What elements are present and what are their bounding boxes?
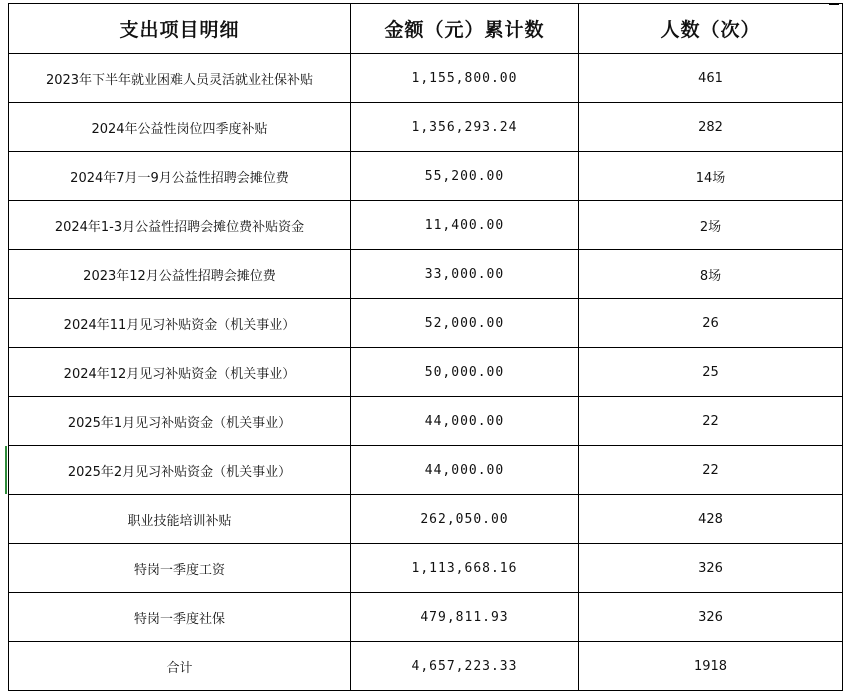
- total-label[interactable]: 合计: [9, 642, 351, 691]
- cell-amount[interactable]: 1,155,800.00: [351, 54, 579, 103]
- cell-count[interactable]: 26: [579, 299, 843, 348]
- header-count[interactable]: 人数（次）: [579, 4, 843, 54]
- expenditure-table: [8, 3, 843, 691]
- table-row: [9, 250, 843, 299]
- cell-item[interactable]: 2025年2月见习补贴资金（机关事业）: [9, 446, 351, 495]
- cell-amount[interactable]: 1,356,293.24: [351, 103, 579, 152]
- cell-item[interactable]: 2023年12月公益性招聘会摊位费: [9, 250, 351, 299]
- header-row: [9, 4, 843, 54]
- total-row: [9, 642, 843, 691]
- table-row: [9, 152, 843, 201]
- cell-count[interactable]: 326: [579, 593, 843, 642]
- cell-count[interactable]: 22: [579, 446, 843, 495]
- cell-item[interactable]: 特岗一季度社保: [9, 593, 351, 642]
- cell-amount[interactable]: 44,000.00: [351, 397, 579, 446]
- cell-item[interactable]: 2024年公益性岗位四季度补贴: [9, 103, 351, 152]
- header-amount[interactable]: 金额（元）累计数: [351, 4, 579, 54]
- cell-item[interactable]: 2024年11月见习补贴资金（机关事业）: [9, 299, 351, 348]
- cell-item[interactable]: 2025年1月见习补贴资金（机关事业）: [9, 397, 351, 446]
- total-amount[interactable]: 4,657,223.33: [351, 642, 579, 691]
- cell-amount[interactable]: 11,400.00: [351, 201, 579, 250]
- cell-count[interactable]: 461: [579, 54, 843, 103]
- cell-item[interactable]: 2024年7月一9月公益性招聘会摊位费: [9, 152, 351, 201]
- cell-amount[interactable]: 1,113,668.16: [351, 544, 579, 593]
- table-row: [9, 299, 843, 348]
- total-count[interactable]: 1918: [579, 642, 843, 691]
- active-row-marker: [5, 446, 7, 494]
- cell-amount[interactable]: 479,811.93: [351, 593, 579, 642]
- cell-count[interactable]: 22: [579, 397, 843, 446]
- cell-item[interactable]: 特岗一季度工资: [9, 544, 351, 593]
- cell-count[interactable]: 326: [579, 544, 843, 593]
- cell-item[interactable]: 2024年12月见习补贴资金（机关事业）: [9, 348, 351, 397]
- header-item[interactable]: 支出项目明细: [9, 4, 351, 54]
- cell-count[interactable]: 14场: [579, 152, 843, 201]
- table-row: [9, 397, 843, 446]
- cell-item[interactable]: 2023年下半年就业困难人员灵活就业社保补贴: [9, 54, 351, 103]
- table-row: [9, 348, 843, 397]
- cell-count[interactable]: 25: [579, 348, 843, 397]
- cell-amount[interactable]: 50,000.00: [351, 348, 579, 397]
- cell-count[interactable]: 282: [579, 103, 843, 152]
- table-row: [9, 446, 843, 495]
- cell-amount[interactable]: 262,050.00: [351, 495, 579, 544]
- table-row: [9, 593, 843, 642]
- table-row: [9, 201, 843, 250]
- cell-item[interactable]: 2024年1-3月公益性招聘会摊位费补贴资金: [9, 201, 351, 250]
- cell-amount[interactable]: 44,000.00: [351, 446, 579, 495]
- cell-count[interactable]: 8场: [579, 250, 843, 299]
- cell-count[interactable]: 2场: [579, 201, 843, 250]
- cell-amount[interactable]: 55,200.00: [351, 152, 579, 201]
- table-row: [9, 103, 843, 152]
- cell-item[interactable]: 职业技能培训补贴: [9, 495, 351, 544]
- cell-amount[interactable]: 52,000.00: [351, 299, 579, 348]
- table-row: [9, 495, 843, 544]
- cell-count[interactable]: 428: [579, 495, 843, 544]
- table-row: [9, 54, 843, 103]
- table-row: [9, 544, 843, 593]
- cell-amount[interactable]: 33,000.00: [351, 250, 579, 299]
